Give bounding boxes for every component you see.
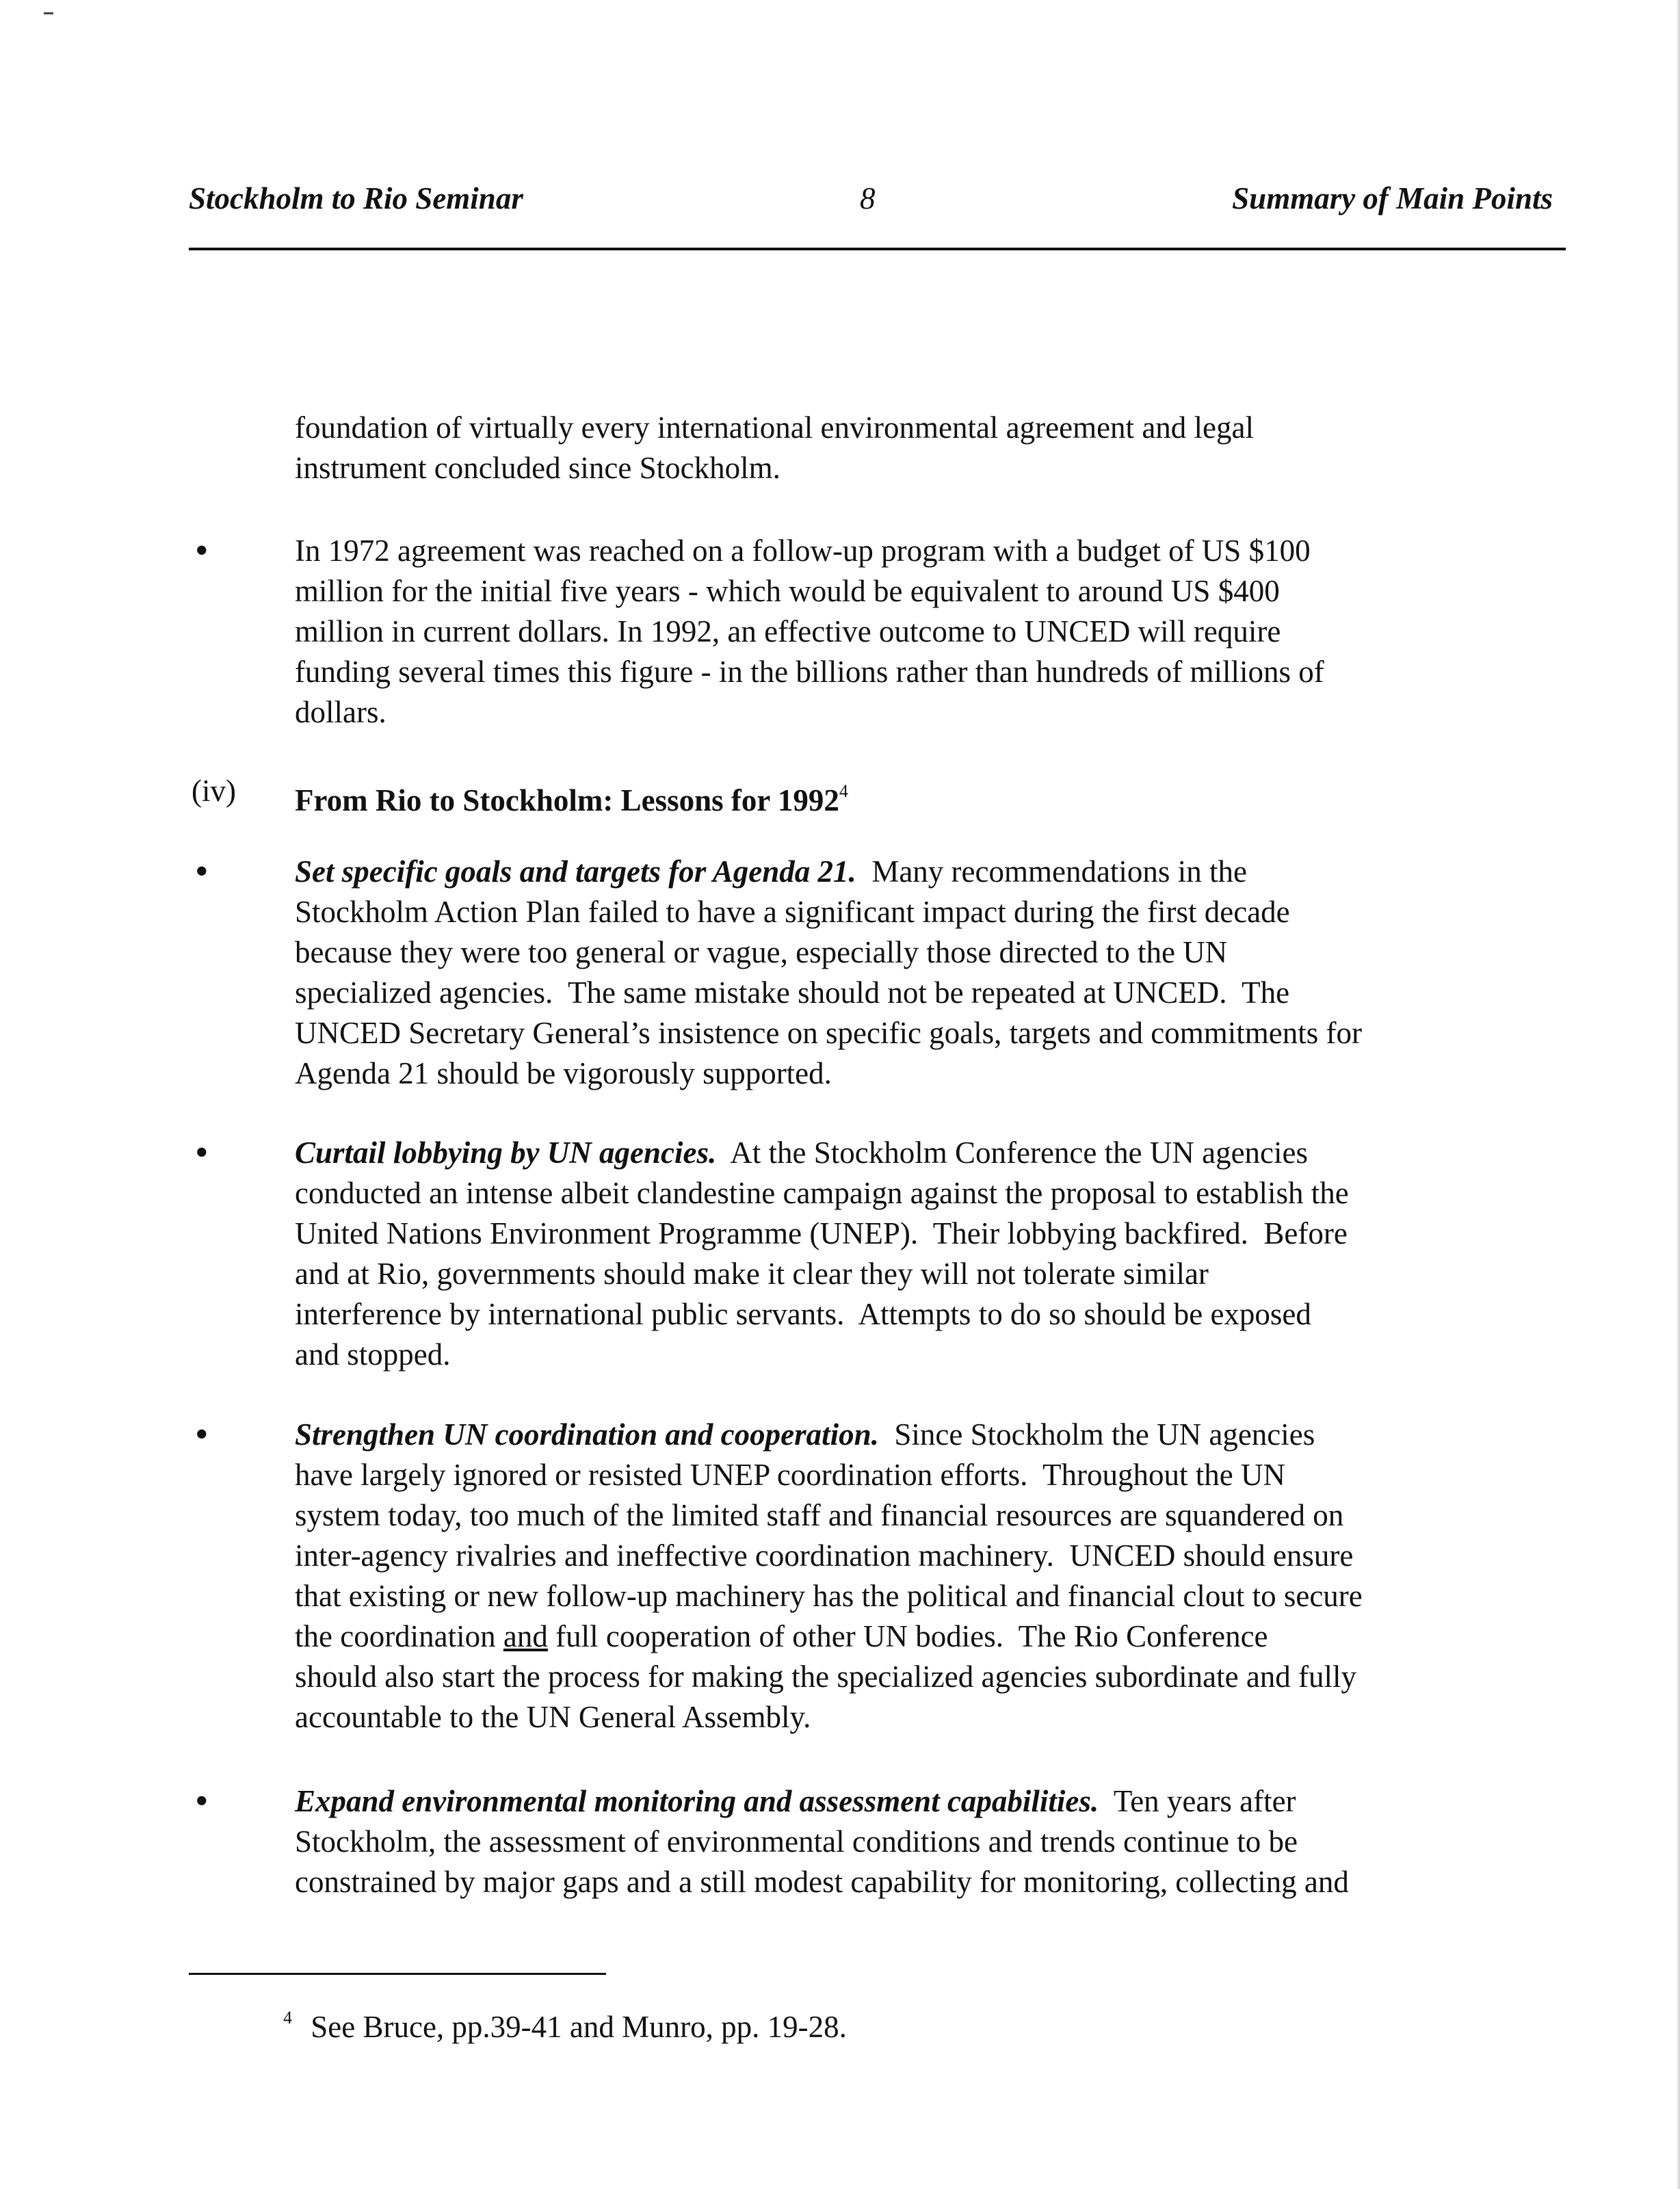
lesson-title: Strengthen UN coordination and cooperation.	[295, 1417, 879, 1452]
lesson-title: Set specific goals and targets for Agenda 21.	[295, 854, 856, 889]
section-heading	[295, 771, 848, 821]
text-line: funding several times this figure - in the billions rather than hundreds of millions of	[295, 655, 1324, 689]
lesson-text: Many recommendations in the	[856, 854, 1247, 889]
lesson-paragraph-monitoring	[295, 1781, 1560, 1902]
lesson-paragraph-goals	[295, 852, 1560, 1094]
section-label: (iv)	[192, 774, 236, 808]
text-line: have largely ignored or resisted UNEP coordination efforts. Throughout the UN	[295, 1458, 1286, 1492]
text-line	[295, 852, 1560, 892]
header-title-right: Summary of Main Points	[1232, 181, 1553, 215]
text-segment: full cooperation of other UN bodies. The Rio Conference	[547, 1619, 1268, 1653]
text-line: system today, too much of the limited staff and financial resources are squandered on	[295, 1498, 1344, 1532]
lesson-title: Expand environmental monitoring and assessment capabilities.	[295, 1784, 1099, 1818]
section-heading-text: From Rio to Stockholm: Lessons for 1992	[295, 783, 839, 817]
text-line: conducted an intense albeit clandestine campaign against the proposal to establish the	[295, 1176, 1349, 1210]
text-line: dollars.	[295, 695, 386, 729]
scan-edge-shadow	[1676, 0, 1680, 2189]
underlined-word: and	[503, 1619, 548, 1653]
text-line: should also start the process for making the specialized agencies subordinate and fully	[295, 1660, 1357, 1694]
text-line: instrument concluded since Stockholm.	[295, 451, 780, 485]
bullet-marker: •	[195, 1413, 209, 1456]
text-line: million in current dollars. In 1992, an effective outcome to UNCED will require	[295, 614, 1281, 648]
text-line: because they were too general or vague, especially those directed to the UN	[295, 935, 1228, 969]
lesson-text: Since Stockholm the UN agencies	[878, 1417, 1315, 1452]
text-line	[295, 1415, 1560, 1455]
text-line	[295, 1133, 1560, 1173]
text-line: that existing or new follow-up machinery has the political and financial clout to secure	[295, 1579, 1363, 1613]
lesson-paragraph-coordination	[295, 1415, 1560, 1738]
text-line: million for the initial five years - which would be equivalent to around US $400	[295, 574, 1280, 608]
bullet-marker: •	[195, 529, 209, 572]
text-line: constrained by major gaps and a still modest capability for monitoring, collecting and	[295, 1865, 1349, 1899]
bullet-paragraph-1972	[295, 531, 1560, 733]
lesson-text: Ten years after	[1099, 1784, 1296, 1818]
text-line: inter-agency rivalries and ineffective coordination machinery. UNCED should ensure	[295, 1538, 1354, 1573]
bullet-marker: •	[195, 1780, 209, 1822]
text-line: In 1972 agreement was reached on a follow-up program with a budget of US $100	[295, 534, 1311, 568]
footnote-text: See Bruce, pp.39-41 and Munro, pp. 19-28.	[311, 2010, 847, 2044]
lesson-text: At the Stockholm Conference the UN agencies	[716, 1136, 1309, 1170]
text-line	[295, 1616, 1560, 1657]
text-line: UNCED Secretary General’s insistence on specific goals, targets and commitments for	[295, 1016, 1362, 1050]
header-rule	[189, 248, 1566, 250]
text-line: accountable to the UN General Assembly.	[295, 1700, 811, 1734]
text-line: United Nations Environment Programme (UNEP). Their lobbying backfired. Before	[295, 1216, 1348, 1250]
lesson-paragraph-lobbying	[295, 1133, 1560, 1375]
footnote-mark: 4	[283, 2008, 292, 2028]
text-segment: the coordination	[295, 1619, 503, 1653]
lesson-title: Curtail lobbying by UN agencies.	[295, 1136, 717, 1170]
text-line: and stopped.	[295, 1337, 451, 1372]
running-header	[0, 137, 1680, 219]
continuation-paragraph	[295, 408, 1560, 488]
text-line: specialized agencies. The same mistake should not be repeated at UNCED. The	[295, 975, 1290, 1010]
bullet-marker: •	[195, 850, 209, 893]
bullet-marker: •	[195, 1131, 209, 1174]
footnote-rule	[189, 1973, 606, 1975]
footnote	[283, 1997, 847, 2047]
page-number: 8	[860, 181, 876, 215]
text-line	[295, 1781, 1560, 1822]
scan-mark	[44, 12, 53, 14]
text-line: foundation of virtually every international environmental agreement and legal	[295, 410, 1254, 445]
text-line: Agenda 21 should be vigorously supported.	[295, 1056, 832, 1090]
text-line: Stockholm, the assessment of environmental conditions and trends continue to be	[295, 1824, 1298, 1859]
footnote-reference: 4	[839, 781, 848, 801]
text-line: Stockholm Action Plan failed to have a significant impact during the first decade	[295, 895, 1290, 929]
text-line: interference by international public servants. Attempts to do so should be exposed	[295, 1297, 1311, 1331]
header-title-left: Stockholm to Rio Seminar	[189, 181, 523, 215]
text-line: and at Rio, governments should make it clear they will not tolerate similar	[295, 1257, 1209, 1291]
